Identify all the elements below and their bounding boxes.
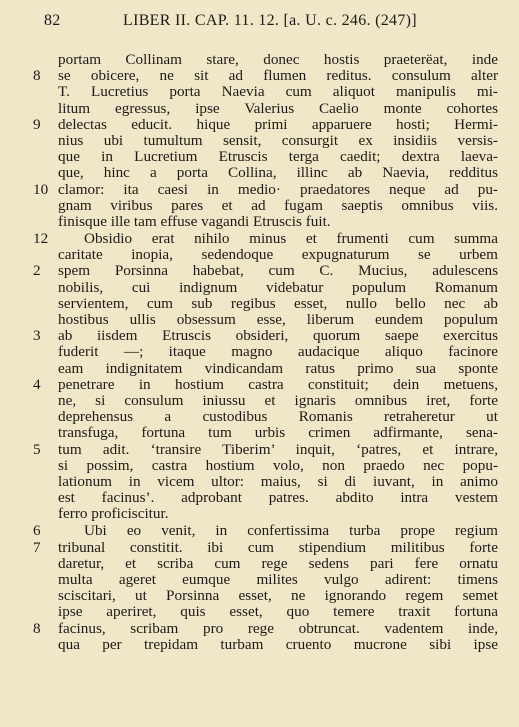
line-text: ipse aperiret, quis esset, quo temere traxit fortuna xyxy=(58,604,498,621)
page-number: 82 xyxy=(44,12,61,29)
line-text: caritate inopia, sedendoque expugnaturum se urbem xyxy=(58,247,498,264)
text-line xyxy=(0,393,519,409)
line-text: se obicere, ne sit ad flumen reditus. consulum alter xyxy=(58,68,498,85)
text-line xyxy=(0,344,519,360)
text-line xyxy=(0,198,519,214)
text-line xyxy=(0,214,519,230)
line-text: finisque ille tam effuse vagandi Etruscis fuit. xyxy=(58,213,331,230)
text-line xyxy=(0,280,519,296)
text-line xyxy=(0,425,519,441)
line-text: ferro proficiscitur. xyxy=(58,506,169,523)
text-line xyxy=(0,328,519,344)
text-line xyxy=(0,247,519,263)
text-line xyxy=(0,263,519,279)
line-text: que in Lucretium Etruscis terga caedit; dextra laeva- xyxy=(58,149,498,166)
line-text: deprehensus a custodibus Romanis retraheretur ut xyxy=(58,409,498,426)
line-text: portam Collinam stare, donec hostis praeterëat, inde xyxy=(58,52,498,68)
line-text: servientem, cum sub regibus esset, nullo bello nec ab xyxy=(58,295,498,312)
line-number: 5 xyxy=(33,440,41,458)
line-text: gnam viribus pares et ad fugam saeptis omnibus viis. xyxy=(58,197,498,214)
text-line xyxy=(0,458,519,474)
line-text: tribunal constitit. ibi cum stipendium militibus forte xyxy=(58,539,498,556)
text-line xyxy=(0,621,519,637)
line-text: eam indignitatem vindicandam ratus primo sua sponte xyxy=(58,360,498,377)
line-text: Obsidio erat nihilo minus et frumenti cum summa xyxy=(84,231,498,248)
line-text: facinus, scribam pro rege obtruncat. vadentem inde, xyxy=(58,620,498,637)
text-line xyxy=(0,540,519,556)
line-text: hostibus ullis obsessum esse, liberum eundem populum xyxy=(58,312,498,328)
line-text: transfuga, fortuna tum urbis crimen adfirmante, sena- xyxy=(58,425,498,442)
line-text: qua per trepidam turbam cruento mucrone sibi ipse xyxy=(58,636,498,653)
line-number: 10 xyxy=(33,180,49,198)
line-text: multa ageret eumque milites vulgo adirent: timens xyxy=(58,572,498,588)
text-line xyxy=(0,523,519,539)
text-line xyxy=(0,133,519,149)
line-number: 2 xyxy=(33,262,41,280)
text-line xyxy=(0,361,519,377)
text-line xyxy=(0,409,519,425)
line-number: 3 xyxy=(33,327,41,345)
line-number: 8 xyxy=(33,619,41,637)
text-line xyxy=(0,312,519,328)
text-line xyxy=(0,474,519,490)
text-line xyxy=(0,68,519,84)
line-text: est facinus’. adprobant patres. abdito intra vestem xyxy=(58,490,498,507)
text-line xyxy=(0,377,519,393)
text-line xyxy=(0,296,519,312)
line-text: ne, si consulum iniussu et ignaris omnibus iret, forte xyxy=(58,392,498,409)
text-line xyxy=(0,149,519,165)
text-line xyxy=(0,506,519,522)
text-line xyxy=(0,556,519,572)
body-text xyxy=(0,52,519,653)
text-line xyxy=(0,52,519,68)
line-text: tum adit. ‘transire Tiberim’ inquit, ‘patres, et intrare, xyxy=(58,441,498,458)
text-line xyxy=(0,84,519,100)
text-line xyxy=(0,101,519,117)
line-text: nius ubi tumultum sensit, consurgit ex insidiis versis- xyxy=(58,132,498,149)
text-line xyxy=(0,442,519,458)
text-line xyxy=(0,490,519,506)
text-line xyxy=(0,572,519,588)
line-text: ab iisdem Etruscis obsideri, quorum saepe exercitus xyxy=(58,328,498,345)
line-text: fuderit —; itaque magno audacique aliquo facinore xyxy=(58,344,498,361)
line-text: si possim, castra hostium volo, non praedo nec popu- xyxy=(58,457,498,474)
line-text: penetrare in hostium castra constituit; dein metuens, xyxy=(58,376,498,393)
line-number: 12 xyxy=(33,230,49,248)
line-text: lationum in vicem ultor: maius, si di iuvant, in animo xyxy=(58,473,498,490)
line-text: spem Porsinna habebat, cum C. Mucius, adulescens xyxy=(58,263,498,280)
line-text: T. Lucretius porta Naevia cum aliquot manipulis mi- xyxy=(58,84,498,101)
running-title: LIBER II. CAP. 11. 12. [a. U. c. 246. (247)] xyxy=(123,12,417,29)
line-text: clamor: ita caesi in medio· praedatores neque ad pu- xyxy=(58,181,498,198)
line-text: sciscitari, ut Porsinna esset, ne ignorando regem semet xyxy=(58,588,498,605)
line-text: nobilis, cui indignum videbatur populum Romanum xyxy=(58,279,498,296)
line-number: 7 xyxy=(33,538,41,556)
text-line xyxy=(0,117,519,133)
text-line xyxy=(0,231,519,247)
text-line xyxy=(0,182,519,198)
line-number: 8 xyxy=(33,67,41,85)
text-line xyxy=(0,588,519,604)
line-text: litum egressus, ipse Valerius Caelio monte cohortes xyxy=(58,100,498,117)
text-line xyxy=(0,604,519,620)
text-line xyxy=(0,165,519,181)
line-text: Ubi eo venit, in confertissima turba prope regium xyxy=(84,523,498,540)
line-text: que, hinc a porta Collina, illinc ab Naevia, redditus xyxy=(58,165,498,182)
line-text: delectas educit. hique primi apparuere hosti; Hermi- xyxy=(58,116,498,133)
line-number: 4 xyxy=(33,375,41,393)
line-number: 9 xyxy=(33,115,41,133)
line-number: 6 xyxy=(33,522,41,540)
line-text: daretur, et scriba cum rege sedens pari fere ornatu xyxy=(58,555,498,572)
running-header xyxy=(20,12,501,36)
text-line xyxy=(0,637,519,653)
